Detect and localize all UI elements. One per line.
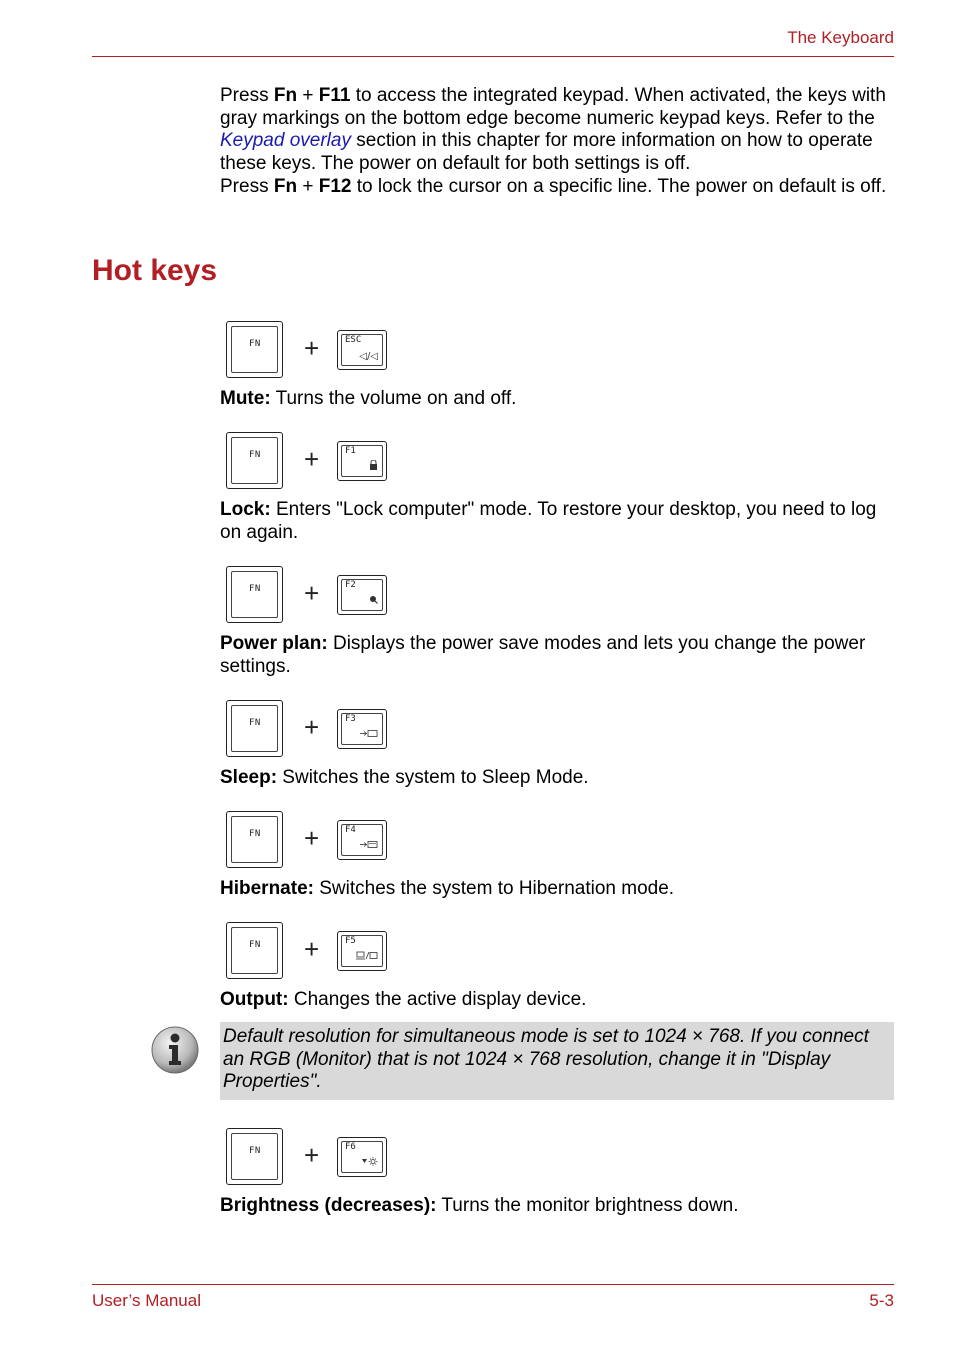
- f1-key-icon: F1: [337, 441, 387, 481]
- f5-key-icon: F5: [337, 931, 387, 971]
- esc-key-icon: ESC ◁/◁: [337, 330, 387, 370]
- fn-key-icon: FN: [226, 432, 283, 489]
- power-plan-icon: [369, 595, 378, 607]
- plus-sign: +: [304, 823, 320, 853]
- footer-page-number: 5-3: [869, 1291, 894, 1310]
- section-title: Hot keys: [92, 254, 218, 287]
- sleep-icon: [360, 729, 378, 741]
- hotkey-combo-power-plan: [226, 566, 388, 626]
- keypad-overlay-link[interactable]: Keypad overlay: [220, 130, 351, 152]
- footer-rule: [92, 1284, 894, 1285]
- fn-key-icon: FN: [226, 321, 283, 378]
- hotkey-desc-power-plan: Power plan: Displays the power save modes and lets you change the power settings.: [220, 633, 866, 677]
- intro-text: [220, 85, 900, 199]
- fn-key-icon: FN: [226, 811, 283, 868]
- hibernate-icon: [360, 840, 378, 852]
- brightness-down-icon: [362, 1157, 378, 1169]
- plus-sign: +: [304, 1140, 320, 1170]
- plus-sign: +: [304, 578, 320, 608]
- f3-key-icon: F3: [337, 709, 387, 749]
- fn-key-icon: FN: [226, 922, 283, 979]
- hotkey-combo-mute: [226, 321, 388, 381]
- hotkey-desc-mute: Mute: Turns the volume on and off.: [220, 388, 517, 409]
- intro-paragraph-fn-f12: Press Fn + F12 to lock the cursor on a specific line. The power on default is off.: [220, 175, 887, 197]
- hotkey-desc-lock: Lock: Enters "Lock computer" mode. To restore your desktop, you need to log on again.: [220, 499, 877, 543]
- header-title: The Keyboard: [787, 28, 894, 47]
- display-output-icon: [356, 951, 378, 963]
- note-box: Default resolution for simultaneous mode is set to 1024 × 768. If you connect an RGB (Monitor) that is not 1024 × 768 resolution, change it in "Display Properties".: [220, 1022, 894, 1100]
- header-rule: [92, 56, 894, 57]
- hotkey-combo-brightness-down: [226, 1128, 388, 1188]
- f2-key-icon: F2: [337, 575, 387, 615]
- plus-sign: +: [304, 712, 320, 742]
- fn-key-icon: FN: [226, 700, 283, 757]
- plus-sign: +: [304, 333, 320, 363]
- lock-icon: [369, 460, 378, 473]
- plus-sign: +: [304, 444, 320, 474]
- hotkey-desc-hibernate: Hibernate: Switches the system to Hibernation mode.: [220, 878, 675, 899]
- f4-key-icon: F4: [337, 820, 387, 860]
- hotkey-combo-sleep: [226, 700, 388, 760]
- plus-sign: +: [304, 934, 320, 964]
- info-icon: [150, 1025, 200, 1075]
- hotkey-desc-output: Output: Changes the active display device.: [220, 989, 587, 1010]
- fn-key-icon: FN: [226, 566, 283, 623]
- hotkey-combo-hibernate: [226, 811, 388, 871]
- speaker-mute-icon: ◁/◁: [359, 351, 378, 362]
- hotkey-combo-output: [226, 922, 388, 982]
- hotkey-desc-sleep: Sleep: Switches the system to Sleep Mode.: [220, 767, 589, 788]
- hotkey-desc-brightness-down: Brightness (decreases): Turns the monitor brightness down.: [220, 1195, 739, 1216]
- intro-paragraph-fn-f11: Press Fn + F11 to access the integrated keypad. When activated, the keys with gray markings on the bottom edge become numeric keypad keys. Refer to the Keypad overlay section in this chapter for more information on how to operate these keys. The power on default for both settings is off.: [220, 85, 886, 175]
- fn-key-icon: FN: [226, 1128, 283, 1185]
- f6-key-icon: F6: [337, 1137, 387, 1177]
- hotkey-combo-lock: [226, 432, 388, 492]
- footer-manual-title: User’s Manual: [92, 1291, 201, 1310]
